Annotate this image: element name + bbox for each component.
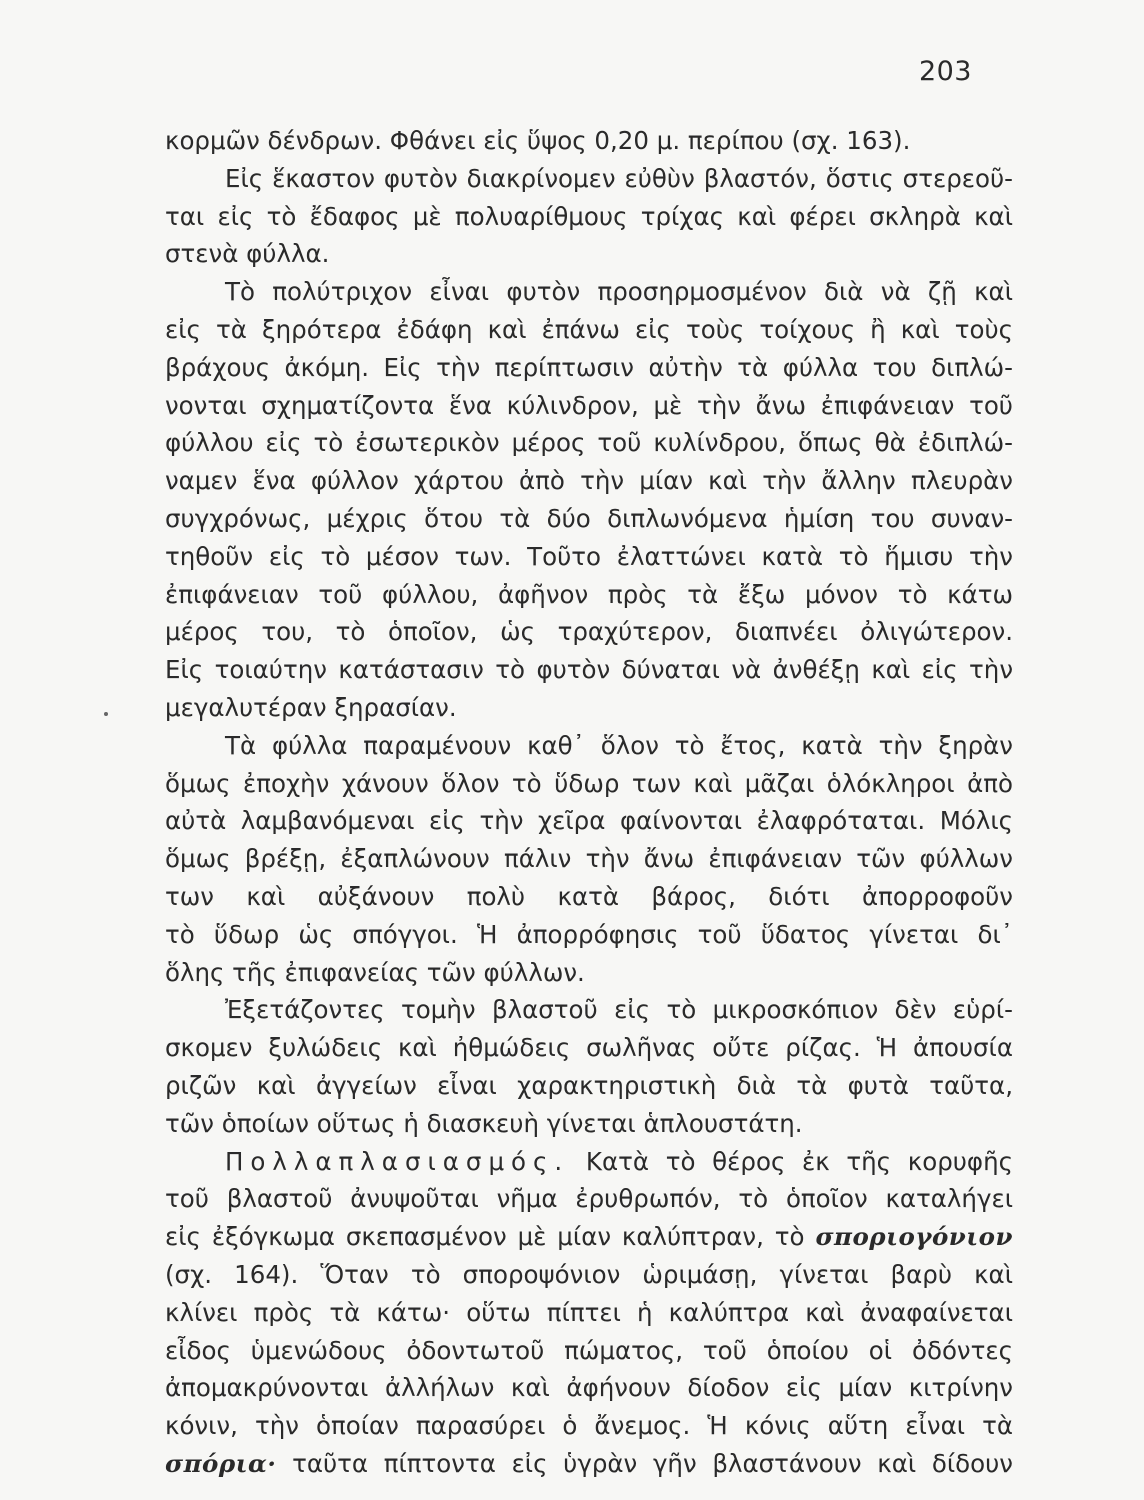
text-line: μεγαλυτέραν ξηρασίαν.: [165, 692, 457, 722]
text-line: ὅμως βρέξῃ, ἐξαπλώνουν πάλιν τὴν ἄνω ἐπιφάνειαν τῶν φύλλων: [165, 844, 1013, 874]
text-line-with-term: [165, 1445, 1013, 1483]
text-fragment: ταῦτα πίπτοντα εἰς ὑγρὰν γῆν βλαστάνουν καὶ δίδουν: [292, 1448, 1013, 1478]
text-line: τοῦ βλαστοῦ ἀνυψοῦται νῆμα ἐρυθρωπόν, τὸ ὁποῖον καταλήγει: [165, 1184, 1013, 1214]
text-fragment: Κατὰ τὸ θέρος ἐκ τῆς κορυφῆς: [585, 1146, 1013, 1176]
text-line-with-heading: [165, 1143, 1013, 1181]
paragraph-3: [165, 273, 1013, 727]
body-text: [165, 122, 1013, 1483]
text-line: φύλλου εἰς τὸ ἐσωτερικὸν μέρος τοῦ κυλίνδρου, ὅπως θὰ ἐδιπλώ-: [165, 428, 1013, 458]
text-line: κορμῶν δένδρων. Φθάνει εἰς ὕψος 0,20 μ. περίπου (σχ. 163).: [165, 126, 911, 155]
text-line: ναμεν ἕνα φύλλον χάρτου ἀπὸ τὴν μίαν καὶ τὴν ἄλλην πλευρὰν: [165, 466, 1013, 496]
text-line: ἀπομακρύνονται ἀλλήλων καὶ ἀφήνουν δίοδον εἰς μίαν κιτρίνην: [165, 1373, 1013, 1403]
text-line: στενὰ φύλλα.: [165, 239, 330, 269]
text-line: Εἰς τοιαύτην κατάστασιν τὸ φυτὸν δύναται νὰ ἀνθέξῃ καὶ εἰς τὴν: [165, 655, 1013, 685]
text-line: μέρος του, τὸ ὁποῖον, ὡς τραχύτερον, διαπνέει ὀλιγώτερον.: [165, 617, 1013, 647]
page-number: 203: [918, 56, 972, 87]
text-line: (σχ. 164). Ὅταν τὸ σποροψόνιον ὡριμάσῃ, γίνεται βαρὺ καὶ: [165, 1259, 1013, 1289]
text-line: κόνιν, τὴν ὁποίαν παρασύρει ὁ ἄνεμος. Ἡ κόνις αὕτη εἶναι τὰ: [165, 1411, 1013, 1441]
text-line: Ἐξετάζοντες τομὴν βλαστοῦ εἰς τὸ μικροσκόπιον δὲν εὑρί-: [225, 995, 1013, 1025]
text-line: αὐτὰ λαμβανόμεναι εἰς τὴν χεῖρα φαίνονται ἐλαφρόταται. Μόλις: [165, 806, 1013, 836]
text-fragment: εἰς ἐξόγκωμα σκεπασμένον μὲ μίαν καλύπτραν, τὸ: [165, 1222, 805, 1252]
stray-mark: [104, 712, 108, 716]
text-line: Τὰ φύλλα παραμένουν καθ᾿ ὅλον τὸ ἔτος, κατὰ τὴν ξηρὰν: [225, 730, 1013, 760]
text-line: συγχρόνως, μέχρις ὅτου τὰ δύο διπλωνόμενα ἡμίση του συναν-: [165, 503, 1013, 533]
text-line: βράχους ἀκόμη. Εἰς τὴν περίπτωσιν αὐτὴν τὰ φύλλα του διπλώ-: [165, 352, 1013, 382]
text-line: κλίνει πρὸς τὰ κάτω· οὕτω πίπτει ἡ καλύπτρα καὶ ἀναφαίνεται: [165, 1297, 1013, 1327]
text-line: τηθοῦν εἰς τὸ μέσον των. Τοῦτο ἐλαττώνει κατὰ τὸ ἥμισυ τὴν: [165, 541, 1013, 571]
text-line: ὅμως ἐποχὴν χάνουν ὅλον τὸ ὕδωρ των καὶ μᾶζαι ὁλόκληροι ἀπὸ: [165, 768, 1013, 798]
paragraph-1: [165, 122, 1013, 160]
text-line: ὅλης τῆς ἐπιφανείας τῶν φύλλων.: [165, 957, 585, 987]
text-line: τῶν ὁποίων οὕτως ἡ διασκευὴ γίνεται ἁπλουστάτη.: [165, 1108, 803, 1138]
text-line: των καὶ αὐξάνουν πολὺ κατὰ βάρος, διότι ἀπορροφοῦν: [165, 881, 1013, 911]
text-line: νονται σχηματίζοντα ἕνα κύλινδρον, μὲ τὴν ἄνω ἐπιφάνειαν τοῦ: [165, 390, 1013, 420]
paragraph-2: [165, 160, 1013, 273]
section-heading: Πολλαπλασιασμός.: [225, 1146, 570, 1176]
text-line-with-term: [165, 1218, 1013, 1256]
text-line: σκομεν ξυλώδεις καὶ ἠθμώδεις σωλῆνας οὔτε ρίζας. Ἡ ἀπουσία: [165, 1033, 1013, 1063]
paragraph-4: [165, 727, 1013, 992]
text-line: ριζῶν καὶ ἀγγείων εἶναι χαρακτηριστικὴ διὰ τὰ φυτὰ ταῦτα,: [165, 1070, 1013, 1100]
text-line: εἶδος ὑμενώδους ὀδοντωτοῦ πώματος, τοῦ ὁποίου οἱ ὀδόντες: [165, 1335, 1013, 1365]
text-line: ται εἰς τὸ ἔδαφος μὲ πολυαρίθμους τρίχας καὶ φέρει σκληρὰ καὶ: [165, 201, 1013, 231]
text-line: Εἰς ἕκαστον φυτὸν διακρίνομεν εὐθὺν βλαστόν, ὅστις στερεοῦ-: [225, 163, 1013, 193]
italic-term: σποριογόνιον: [815, 1222, 1013, 1252]
text-line: εἰς τὰ ξηρότερα ἐδάφη καὶ ἐπάνω εἰς τοὺς τοίχους ἢ καὶ τοὺς: [165, 314, 1013, 344]
text-line: τὸ ὕδωρ ὡς σπόγγοι. Ἡ ἀπορρόφησις τοῦ ὕδατος γίνεται δι᾿: [165, 919, 1013, 949]
text-line: Τὸ πολύτριχον εἶναι φυτὸν προσηρμοσμένον διὰ νὰ ζῇ καὶ: [225, 277, 1013, 307]
paragraph-5: [165, 991, 1013, 1142]
text-line: ἐπιφάνειαν τοῦ φύλλου, ἀφῆνον πρὸς τὰ ἔξω μόνον τὸ κάτω: [165, 579, 1013, 609]
paragraph-6: [165, 1143, 1013, 1483]
italic-term: σπόρια·: [165, 1448, 277, 1478]
